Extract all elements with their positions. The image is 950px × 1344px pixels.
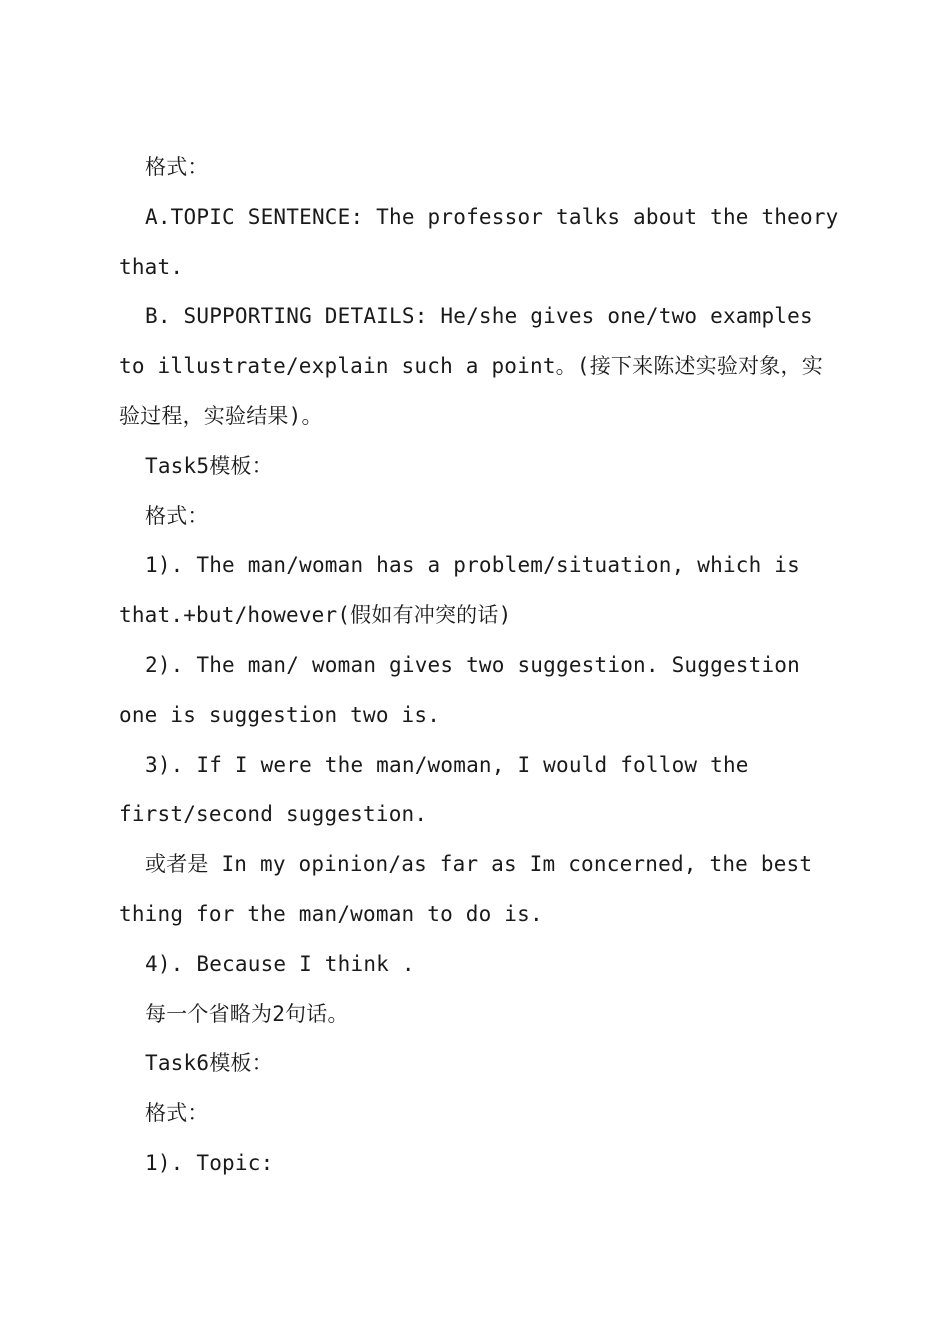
paragraph-task5-note: 每一个省略为2句话。 — [145, 1001, 349, 1026]
paragraph-task6-item-1: 1). Topic: — [145, 1150, 274, 1175]
paragraph-format-heading-1: 格式： — [145, 155, 209, 179]
paragraph-task5-item-3: 3). If I were the man/woman, I would follow the first/second suggestion. — [119, 752, 749, 827]
paragraph-format-heading-3: 格式： — [145, 1101, 209, 1126]
paragraph-task5-item-1: 1). The man/woman has a problem/situation, which is that.+but/however(假如有冲突的话) — [119, 553, 800, 628]
paragraph-supporting-details: B. SUPPORTING DETAILS: He/she gives one/two examples to illustrate/explain such a point。(接下来陈述实验对象，实验过程，实验结果)。 — [119, 304, 823, 428]
paragraph-task5-item-2: 2). The man/ woman gives two suggestion. Suggestion one is suggestion two is. — [119, 652, 800, 727]
paragraph-task6-heading: Task6模板： — [145, 1051, 273, 1076]
paragraph-topic-sentence: A.TOPIC SENTENCE: The professor talks about the theory that. — [119, 204, 839, 279]
paragraph-task5-heading: Task5模板： — [145, 453, 273, 478]
document-body — [119, 143, 839, 1189]
paragraph-task5-alternative: 或者是 In my opinion/as far as Im concerned, the best thing for the man/woman to do is. — [119, 852, 813, 926]
paragraph-format-heading-2: 格式： — [145, 503, 209, 528]
paragraph-task5-item-4: 4). Because I think . — [145, 951, 415, 976]
